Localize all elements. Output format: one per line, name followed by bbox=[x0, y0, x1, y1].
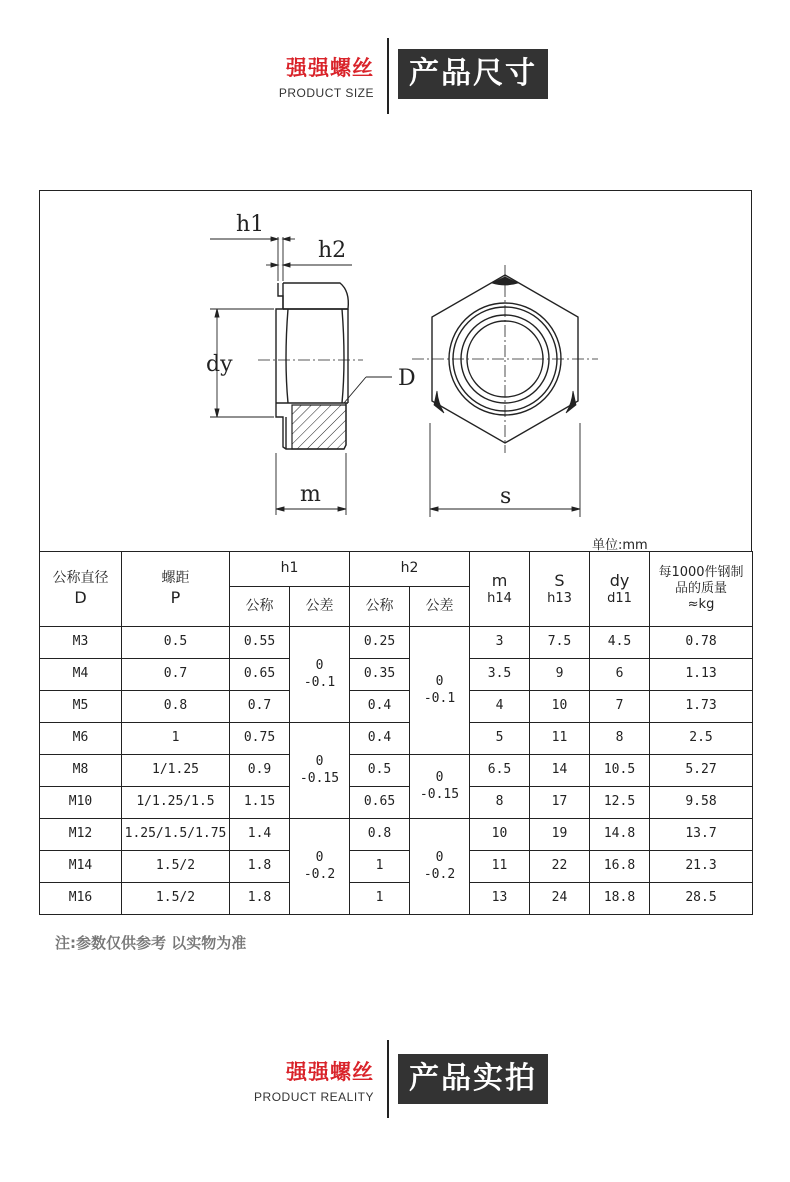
cell-diameter: M6 bbox=[40, 723, 122, 755]
header-pitch: 螺距 P bbox=[122, 552, 230, 627]
hatched-section bbox=[292, 405, 346, 449]
cell-s: 10 bbox=[530, 691, 590, 723]
cell-dy: 7 bbox=[590, 691, 650, 723]
divider-line bbox=[387, 38, 389, 114]
cell-h1-nominal: 0.7 bbox=[230, 691, 290, 723]
cell-h1-nominal: 0.65 bbox=[230, 659, 290, 691]
unit-label: 单位:mm bbox=[592, 538, 648, 553]
cell-h2-nominal: 0.8 bbox=[350, 819, 410, 851]
brand-block bbox=[254, 1056, 374, 1104]
header-h2-tolerance: 公差 bbox=[410, 587, 470, 627]
cell-h2-nominal: 0.65 bbox=[350, 787, 410, 819]
table-row bbox=[40, 723, 753, 755]
tolerance-lower: -0.1 bbox=[423, 690, 456, 706]
table-row bbox=[40, 659, 753, 691]
cell-pitch: 1.5/2 bbox=[122, 851, 230, 883]
cell-mass: 5.27 bbox=[650, 755, 753, 787]
cell-h2-nominal: 0.25 bbox=[350, 627, 410, 659]
cell-dy: 14.8 bbox=[590, 819, 650, 851]
table-row bbox=[40, 627, 753, 659]
cell-pitch: 0.5 bbox=[122, 627, 230, 659]
cell-h1-nominal: 1.8 bbox=[230, 851, 290, 883]
section-title: 产品实拍 bbox=[398, 1054, 548, 1104]
tolerance-upper: 0 bbox=[435, 850, 444, 866]
table-row bbox=[40, 883, 753, 915]
header-mass: 每1000件钢制 品的质量 ≈kg bbox=[650, 552, 753, 627]
tolerance-lower: -0.15 bbox=[299, 770, 340, 786]
table-row bbox=[40, 755, 753, 787]
table-row bbox=[40, 691, 753, 723]
cell-pitch: 0.7 bbox=[122, 659, 230, 691]
cell-m: 3.5 bbox=[470, 659, 530, 691]
cell-diameter: M14 bbox=[40, 851, 122, 883]
cell-s: 9 bbox=[530, 659, 590, 691]
section-subtitle: PRODUCT REALITY bbox=[254, 1090, 374, 1104]
table-row bbox=[40, 819, 753, 851]
cell-mass: 2.5 bbox=[650, 723, 753, 755]
divider-line bbox=[387, 1040, 389, 1118]
header-h1-tolerance: 公差 bbox=[290, 587, 350, 627]
cell-diameter: M8 bbox=[40, 755, 122, 787]
cell-dy: 10.5 bbox=[590, 755, 650, 787]
cell-h2-nominal: 0.4 bbox=[350, 723, 410, 755]
tolerance-lower: -0.1 bbox=[303, 674, 336, 690]
tolerance-upper: 0 bbox=[315, 658, 324, 674]
tolerance-upper: 0 bbox=[435, 674, 444, 690]
cell-mass: 0.78 bbox=[650, 627, 753, 659]
cell-mass: 1.13 bbox=[650, 659, 753, 691]
header-h2-nominal: 公称 bbox=[350, 587, 410, 627]
header-h1-nominal: 公称 bbox=[230, 587, 290, 627]
section-subtitle: PRODUCT SIZE bbox=[278, 86, 374, 100]
cell-m: 4 bbox=[470, 691, 530, 723]
label-h1: h1 bbox=[236, 212, 265, 237]
table-row bbox=[40, 787, 753, 819]
brand-block bbox=[279, 52, 374, 100]
cell-diameter: M4 bbox=[40, 659, 122, 691]
cell-dy: 18.8 bbox=[590, 883, 650, 915]
disclaimer-note: 注:参数仅供参考 以实物为准 bbox=[55, 934, 247, 952]
dimension-lines bbox=[210, 237, 580, 517]
cell-m: 8 bbox=[470, 787, 530, 819]
front-view bbox=[412, 265, 598, 453]
cell-mass: 13.7 bbox=[650, 819, 753, 851]
cell-pitch: 1 bbox=[122, 723, 230, 755]
spec-table bbox=[39, 551, 753, 915]
cell-h1-tolerance bbox=[290, 819, 350, 915]
cell-s: 7.5 bbox=[530, 627, 590, 659]
cell-dy: 6 bbox=[590, 659, 650, 691]
cell-m: 13 bbox=[470, 883, 530, 915]
cell-mass: 21.3 bbox=[650, 851, 753, 883]
table-row bbox=[40, 851, 753, 883]
technical-drawing bbox=[40, 191, 751, 553]
header-h1: h1 bbox=[230, 552, 350, 587]
section-header-reality bbox=[0, 1040, 790, 1122]
section-title: 产品尺寸 bbox=[398, 49, 548, 99]
cell-m: 10 bbox=[470, 819, 530, 851]
cell-pitch: 1.5/2 bbox=[122, 883, 230, 915]
cell-s: 19 bbox=[530, 819, 590, 851]
cell-mass: 1.73 bbox=[650, 691, 753, 723]
cell-dy: 12.5 bbox=[590, 787, 650, 819]
cell-h1-tolerance bbox=[290, 627, 350, 723]
cell-dy: 16.8 bbox=[590, 851, 650, 883]
cell-diameter: M16 bbox=[40, 883, 122, 915]
cell-m: 5 bbox=[470, 723, 530, 755]
tolerance-lower: -0.15 bbox=[419, 786, 460, 802]
cell-m: 6.5 bbox=[470, 755, 530, 787]
section-header-size bbox=[0, 38, 790, 120]
label-s: s bbox=[500, 484, 512, 509]
tolerance-lower: -0.2 bbox=[303, 866, 336, 882]
label-h2: h2 bbox=[318, 238, 347, 263]
cell-h2-nominal: 1 bbox=[350, 883, 410, 915]
cell-diameter: M3 bbox=[40, 627, 122, 659]
cell-h1-nominal: 1.4 bbox=[230, 819, 290, 851]
cell-m: 3 bbox=[470, 627, 530, 659]
cell-dy: 4.5 bbox=[590, 627, 650, 659]
header-dy: dy d11 bbox=[590, 552, 650, 627]
cell-s: 11 bbox=[530, 723, 590, 755]
cell-h2-tolerance bbox=[410, 627, 470, 755]
label-D: D bbox=[398, 366, 416, 391]
label-dy: dy bbox=[206, 352, 233, 377]
cell-h2-nominal: 0.4 bbox=[350, 691, 410, 723]
cell-s: 22 bbox=[530, 851, 590, 883]
header-nominal-diameter: 公称直径 D bbox=[40, 552, 122, 627]
header-row bbox=[40, 552, 753, 587]
cell-h2-tolerance bbox=[410, 755, 470, 819]
header-h2: h2 bbox=[350, 552, 470, 587]
cell-mass: 28.5 bbox=[650, 883, 753, 915]
drawing-frame bbox=[39, 190, 752, 552]
cell-h1-nominal: 0.55 bbox=[230, 627, 290, 659]
cell-s: 14 bbox=[530, 755, 590, 787]
tolerance-upper: 0 bbox=[315, 850, 324, 866]
cell-s: 24 bbox=[530, 883, 590, 915]
header-s: S h13 bbox=[530, 552, 590, 627]
cell-pitch: 1.25/1.5/1.75 bbox=[122, 819, 230, 851]
tolerance-lower: -0.2 bbox=[423, 866, 456, 882]
cell-h2-nominal: 1 bbox=[350, 851, 410, 883]
label-m: m bbox=[300, 482, 321, 507]
cell-diameter: M12 bbox=[40, 819, 122, 851]
cell-h1-nominal: 1.15 bbox=[230, 787, 290, 819]
brand-name: 强强螺丝 bbox=[286, 56, 374, 80]
cell-h1-nominal: 0.9 bbox=[230, 755, 290, 787]
cell-pitch: 1/1.25 bbox=[122, 755, 230, 787]
cell-dy: 8 bbox=[590, 723, 650, 755]
cell-h1-tolerance bbox=[290, 723, 350, 819]
cell-mass: 9.58 bbox=[650, 787, 753, 819]
cell-h2-nominal: 0.35 bbox=[350, 659, 410, 691]
cell-s: 17 bbox=[530, 787, 590, 819]
cell-h2-tolerance bbox=[410, 819, 470, 915]
tolerance-upper: 0 bbox=[435, 770, 444, 786]
brand-name: 强强螺丝 bbox=[286, 1060, 374, 1084]
cell-m: 11 bbox=[470, 851, 530, 883]
cell-h1-nominal: 0.75 bbox=[230, 723, 290, 755]
cell-h2-nominal: 0.5 bbox=[350, 755, 410, 787]
cell-pitch: 1/1.25/1.5 bbox=[122, 787, 230, 819]
cell-diameter: M5 bbox=[40, 691, 122, 723]
header-m: m h14 bbox=[470, 552, 530, 627]
cell-h1-nominal: 1.8 bbox=[230, 883, 290, 915]
cell-pitch: 0.8 bbox=[122, 691, 230, 723]
cell-diameter: M10 bbox=[40, 787, 122, 819]
tolerance-upper: 0 bbox=[315, 754, 324, 770]
